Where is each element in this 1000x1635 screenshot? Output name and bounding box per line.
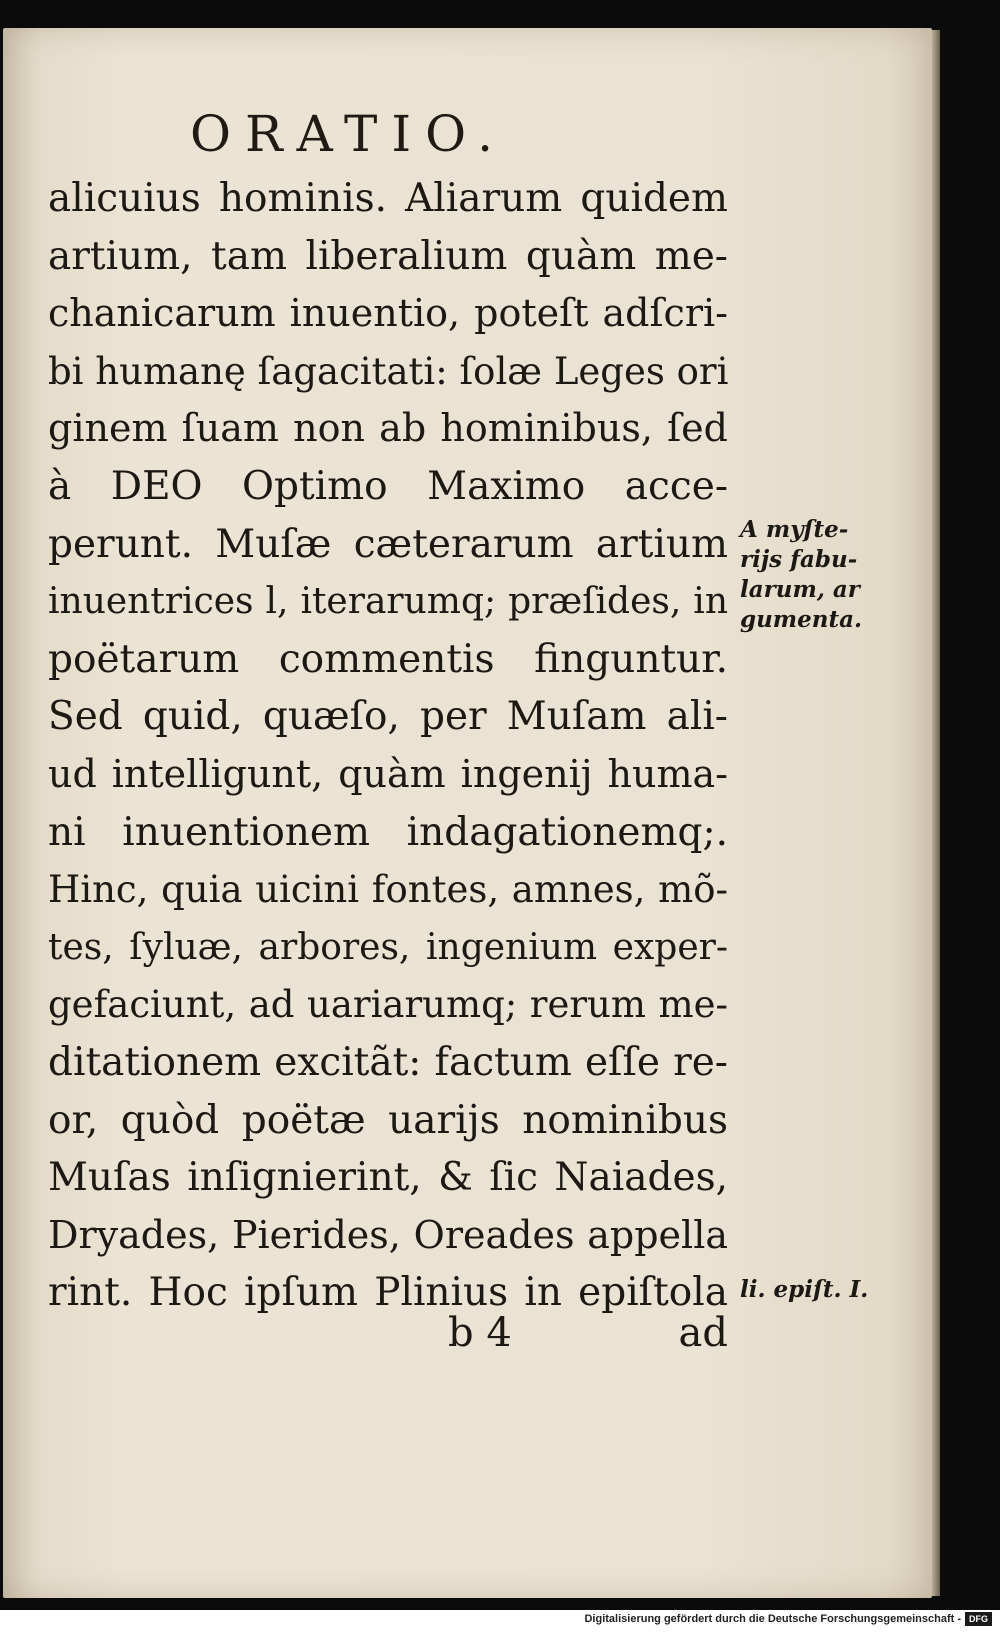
text-line: chanicarum inuentio, poteſt adſcri-	[48, 291, 728, 336]
text-line: poëtarum commentis finguntur.	[48, 636, 728, 682]
marginal-note-line: gumenta.	[740, 606, 863, 633]
text-line: ginem ſuam non ab hominibus, ſed	[48, 406, 728, 451]
text-line: à DEO Optimo Maximo acce-	[48, 463, 728, 509]
marginal-note-line: larum, ar	[740, 576, 860, 603]
text-line: ditationem excitãt: factum eſſe re-	[48, 1039, 728, 1085]
signature-mark: b 4	[448, 1310, 512, 1356]
text-line: ud intelligunt, quàm ingenij huma-	[48, 751, 728, 796]
text-line: perunt. Muſæ cæterarum artium	[48, 521, 728, 567]
text-line: tes, ſyluæ, arbores, ingenium exper-	[48, 926, 728, 968]
text-line: ni inuentionem indagationemq;.	[48, 809, 728, 855]
running-head: ORATIO.	[190, 105, 508, 163]
marginal-note-line: A myſte-	[740, 516, 849, 543]
text-line: Dryades, Pierides, Oreades appella	[48, 1212, 728, 1257]
text-line: inuentrices l, iterarumq; præſides, in	[48, 581, 728, 623]
marginal-note-line: rijs fabu-	[740, 546, 858, 573]
marginal-note	[740, 1275, 880, 1305]
digitization-credit	[584, 1612, 992, 1626]
text-line: Muſas inſignierint, & ſic Naiades,	[48, 1155, 728, 1201]
page-edge	[932, 30, 940, 1596]
text-line: rint. Hoc ipſum Plinius in epiſtola	[48, 1270, 728, 1316]
text-line: or, quòd poëtæ uarijs nominibus	[48, 1097, 728, 1143]
text-line: Hinc, quia uicini fontes, amnes, mõ-	[48, 868, 728, 912]
text-line: Sed quid, quæſo, per Muſam ali-	[48, 694, 728, 740]
text-line: artium, tam liberalium quàm me-	[48, 233, 728, 279]
text-line: bi humanę ſagacitati: ſolæ Leges ori	[48, 349, 729, 393]
dfg-logo: DFG	[965, 1612, 992, 1626]
text-line: alicuius hominis. Aliarum quidem	[48, 176, 728, 221]
text-line: gefaciunt, ad uariarumq; rerum me-	[48, 983, 728, 1027]
marginal-note	[740, 515, 880, 635]
body-text	[48, 170, 728, 1322]
marginal-note-line: li. epiſt. I.	[740, 1276, 869, 1303]
catchword: ad	[678, 1310, 728, 1356]
credit-text: Digitalisierung gefördert durch die Deutsche Forschungsgemeinschaft -	[584, 1613, 961, 1625]
